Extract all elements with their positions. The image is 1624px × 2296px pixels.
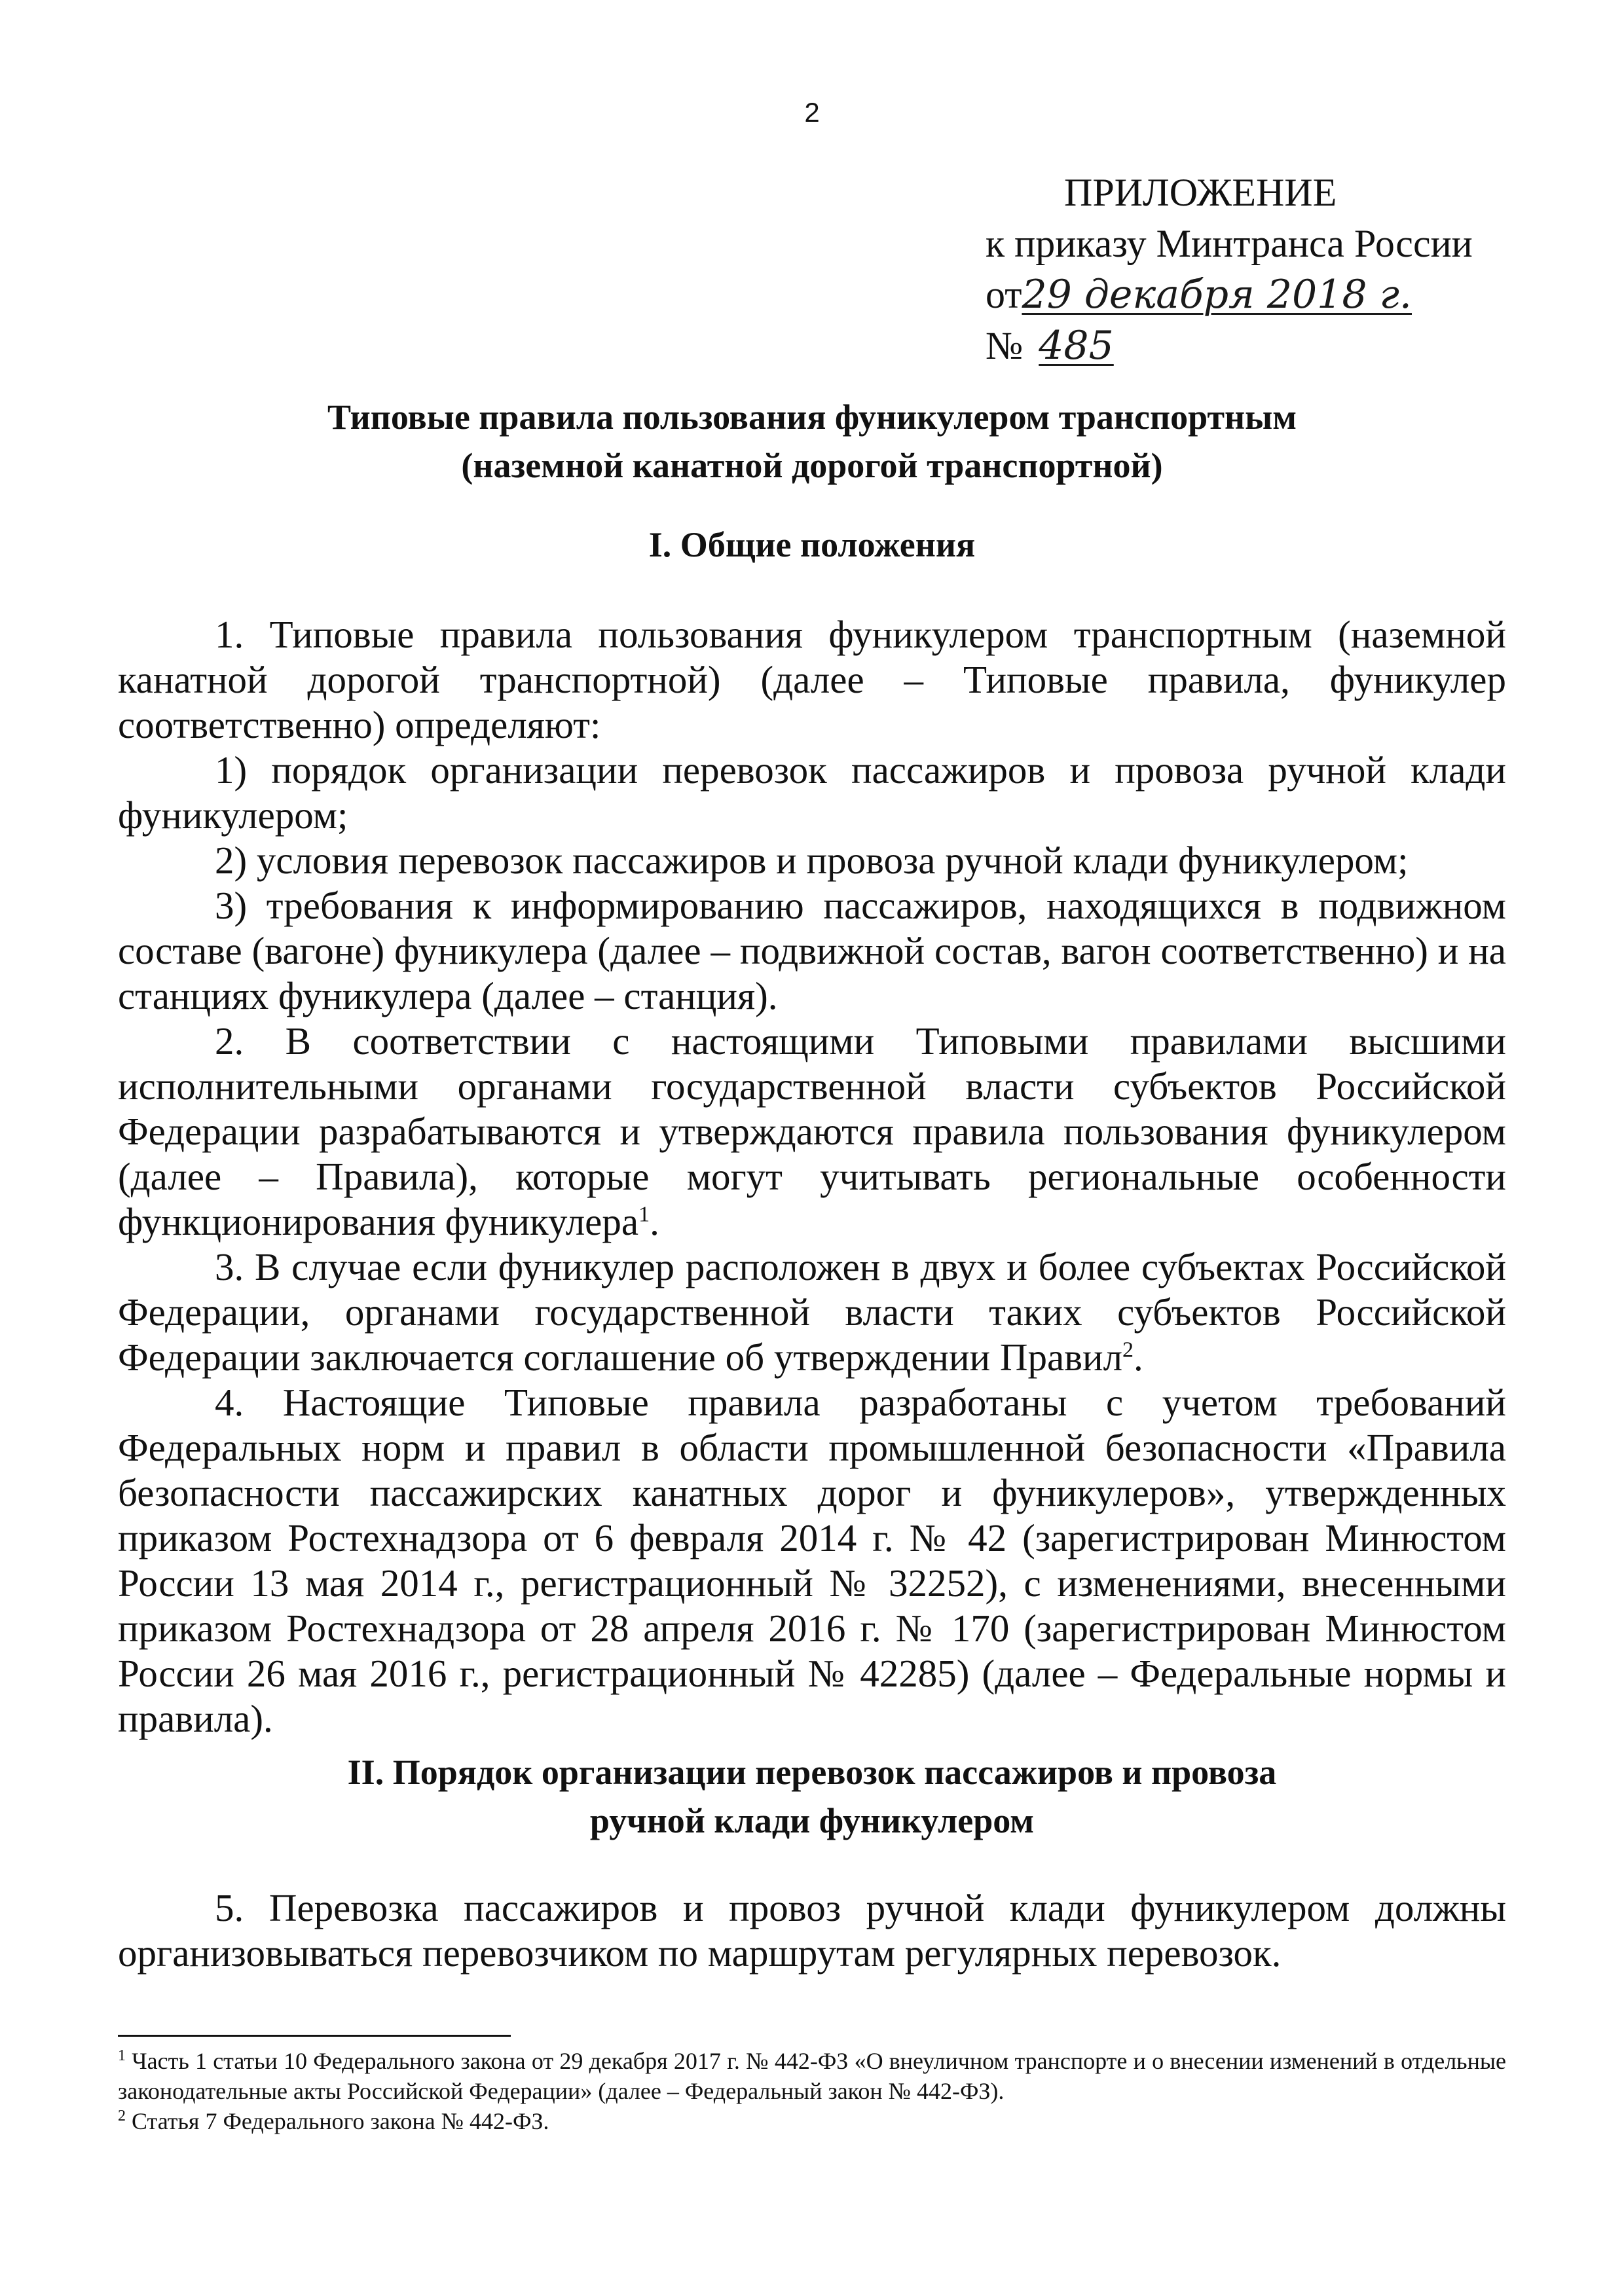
appendix-block: [986, 167, 1536, 371]
paragraph-5: 5. Перевозка пассажиров и провоз ручной клади фуникулером должны организовываться перевозчиком по маршрутам регулярных перевозок.: [118, 1886, 1506, 1975]
footnotes: [118, 2046, 1506, 2136]
paragraph-3: 3. В случае если фуникулер расположен в двух и более субъектах Российской Федерации, органами государственной власти таких субъектов Российской Федерации заключается соглашение об утверждении Правил$^2$.: [118, 1245, 1506, 1379]
title-line-2: (наземной канатной дорогой транспортной): [461, 446, 1163, 485]
paragraph-2-text: 2. В соответствии с настоящими Типовыми правилами высшими исполнительными органами государственной власти субъектов Российской Федерации разрабатываются и утверждаются правила пользования фуникулером (далее – Правила), которые могут учитывать региональные особенности функционирования фуникулера: [118, 1019, 1506, 1243]
handwritten-date: 29 декабря 2018 г.: [1022, 272, 1412, 318]
section-2-heading-line-1: II. Порядок организации перевозок пассажиров и провоза: [347, 1753, 1277, 1792]
paragraph-2: 2. В соответствии с настоящими Типовыми правилами высшими исполнительными органами государственной власти субъектов Российской Федерации разрабатываются и утверждаются правила пользования фуникулером (далее – Правила), которые могут учитывать региональные особенности функционирования фуникулера$^1$.: [118, 1019, 1506, 1243]
number-prefix: №: [986, 324, 1024, 367]
appendix-order-ref: к приказу Минтранса России: [986, 222, 1473, 265]
paragraph-1: 1. Типовые правила пользования фуникулером транспортным (наземной канатной дорогой транспортной) (далее – Типовые правила, фуникулер соответственно) определяют:: [118, 613, 1506, 746]
paragraph-1-item-3: 3) требования к информированию пассажиров, находящихся в подвижном составе (вагоне) фуникулера (далее – подвижной состав, вагон соответственно) и на станциях фуникулера (далее – станция).: [118, 884, 1506, 1017]
title-line-1: Типовые правила пользования фуникулером транспортным: [327, 397, 1297, 437]
handwritten-number: 485: [1039, 323, 1114, 369]
footnote-2-text: Статья 7 Федерального закона № 442-ФЗ.: [132, 2108, 549, 2134]
footnote-ref-2: 2: [1122, 1338, 1134, 1362]
footnote-separator: [118, 2035, 511, 2037]
footnote-2-number: 2: [118, 2107, 126, 2124]
section-2-heading: [118, 1748, 1506, 1845]
footnote-ref-1: 1: [638, 1202, 650, 1227]
section-1-heading: I. Общие положения: [648, 525, 976, 564]
appendix-date-line: [986, 269, 1536, 371]
document-title: [118, 393, 1506, 490]
page-number: 2: [804, 97, 820, 128]
paragraph-1-item-2: 2) условия перевозок пассажиров и провоза ручной клади фуникулером;: [215, 839, 1409, 882]
footnote-1-number: 1: [118, 2047, 126, 2064]
section-2-heading-line-2: ручной клади фуникулером: [589, 1801, 1035, 1840]
appendix-label: ПРИЛОЖЕНИЕ: [1064, 171, 1337, 214]
paragraph-4: 4. Настоящие Типовые правила разработаны с учетом требований Федеральных норм и правил в области промышленной безопасности «Правила безопасности пассажирских канатных дорог и фуникулеров», утвержденных приказом Ростехнадзора от 6 февраля 2014 г. № 42 (зарегистрирован Минюстом России 13 мая 2014 г., регистрационный № 32252), с изменениями, внесенными приказом Ростехнадзора от 28 апреля 2016 г. № 170 (зарегистрирован Минюстом России 26 мая 2016 г., регистрационный № 42285) (далее – Федеральные нормы и правила).: [118, 1381, 1506, 1740]
footnote-1: [118, 2046, 1506, 2106]
section-2-body: [118, 1886, 1506, 1976]
footnote-1-text: Часть 1 статьи 10 Федерального закона от 29 декабря 2017 г. № 442-ФЗ «О внеуличном транспорте и о внесении изменений в отдельные законодательные акты Российской Федерации» (далее – Федеральный закон № 442-ФЗ).: [118, 2048, 1507, 2104]
paragraph-3-text: 3. В случае если фуникулер расположен в двух и более субъектах Российской Федерации, органами государственной власти таких субъектов Российской Федерации заключается соглашение об утверждении Правил: [118, 1245, 1506, 1379]
section-1-body: [118, 612, 1506, 1741]
date-prefix: от: [986, 273, 1022, 316]
paragraph-1-item-1: 1) порядок организации перевозок пассажиров и провоза ручной клади фуникулером;: [118, 748, 1506, 837]
footnote-2: [118, 2106, 1506, 2136]
